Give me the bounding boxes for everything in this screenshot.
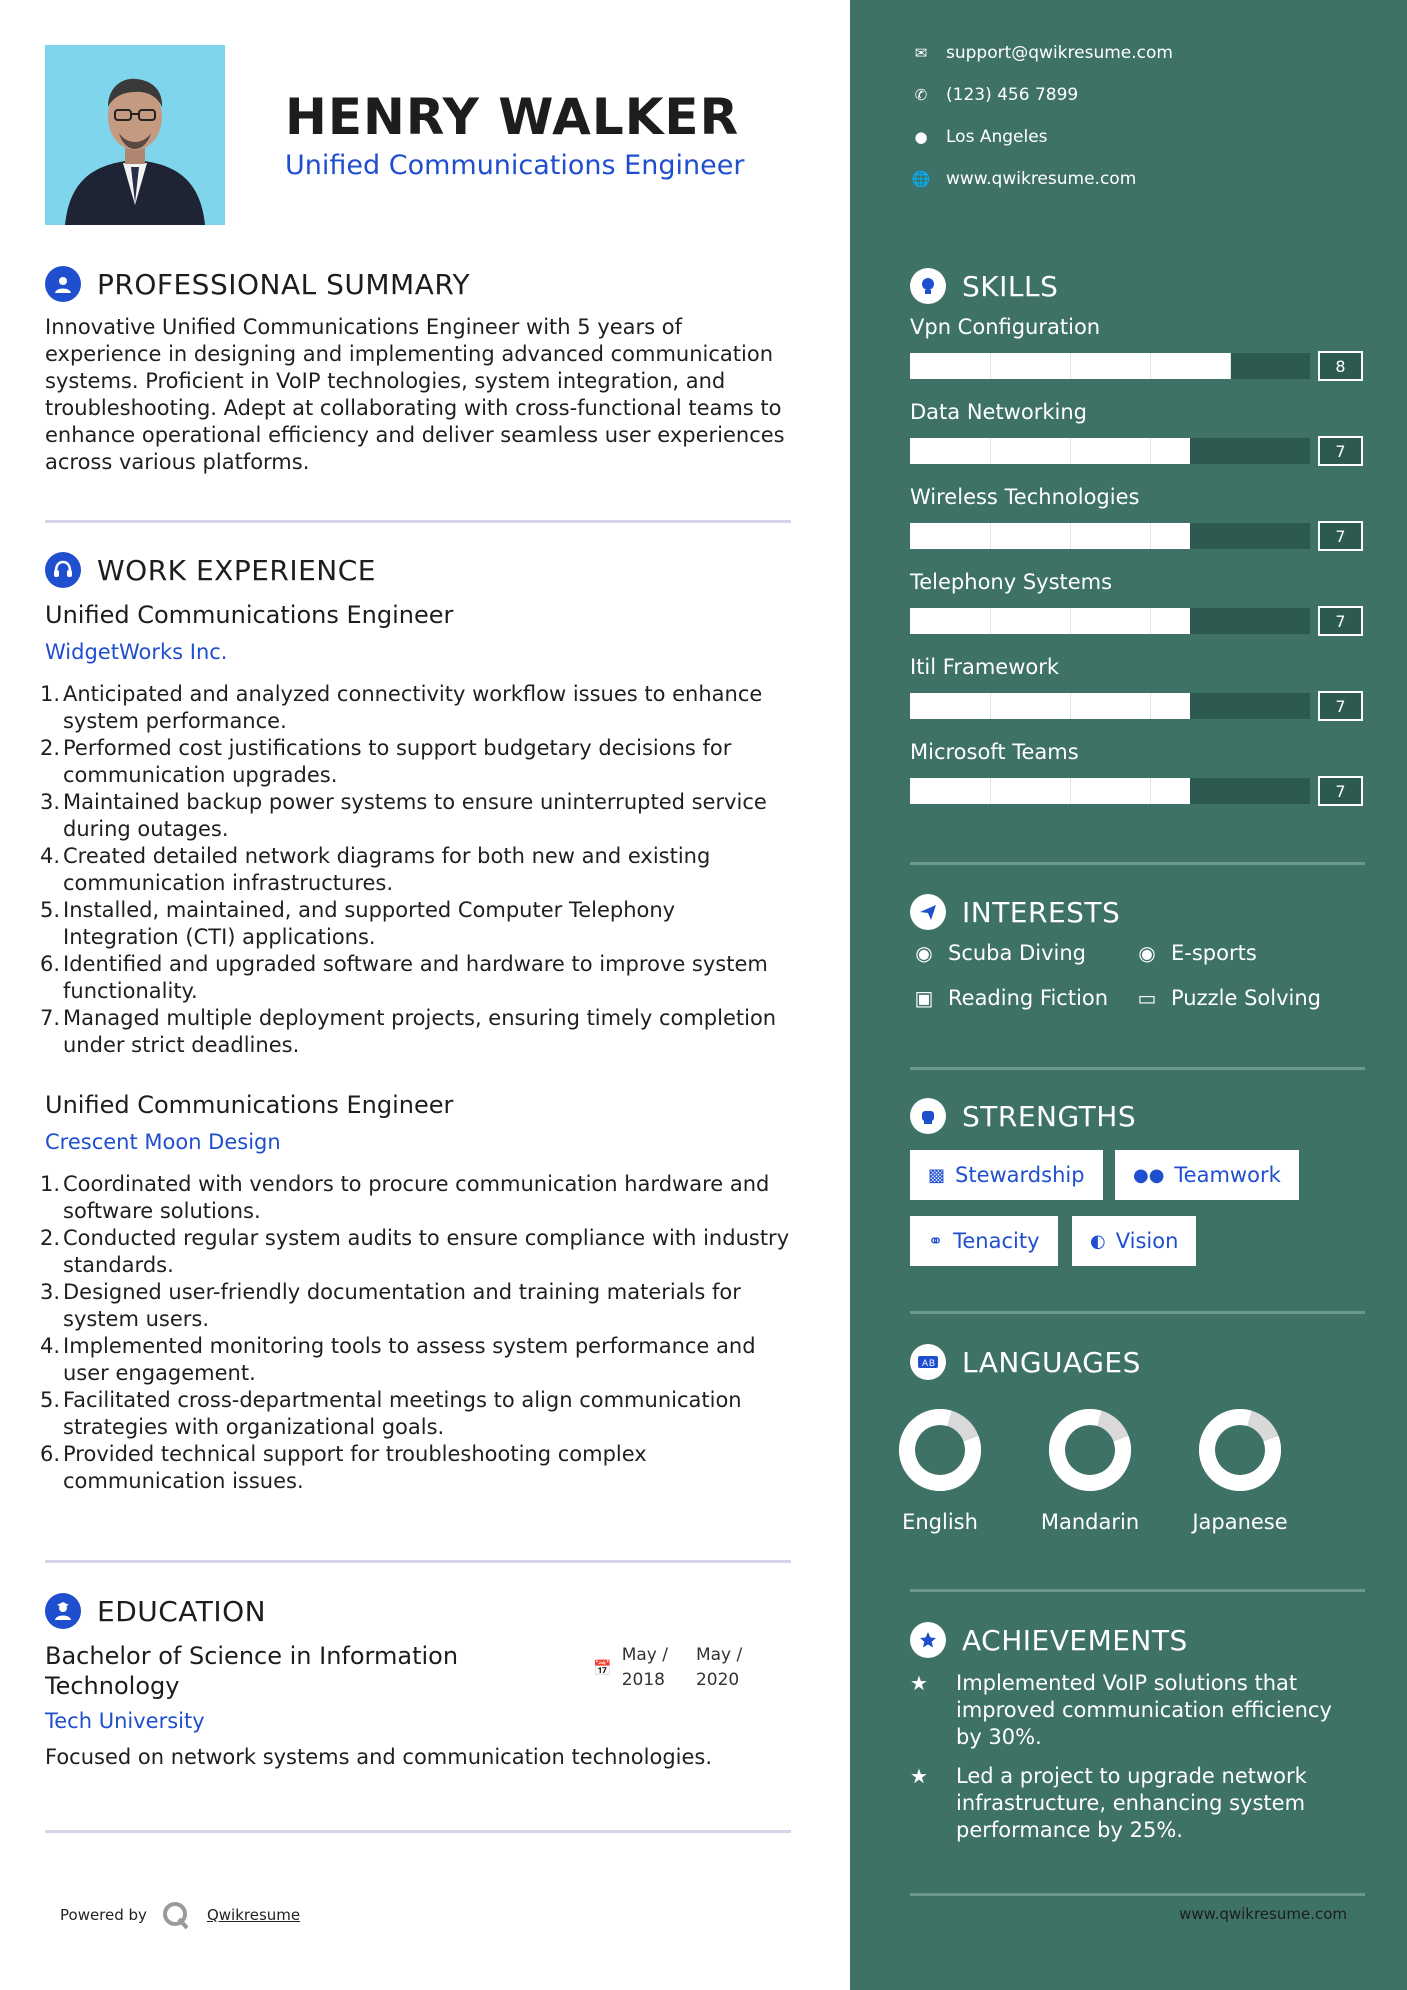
star-burst-icon: ★ bbox=[910, 1764, 928, 1788]
job-company: WidgetWorks Inc. bbox=[45, 640, 228, 664]
phone-text: (123) 456 7899 bbox=[946, 85, 1079, 105]
interest-item bbox=[910, 941, 1086, 965]
skills-heading bbox=[910, 268, 1058, 304]
strength-label: Tenacity bbox=[953, 1229, 1040, 1253]
skill-name: Itil Framework bbox=[910, 655, 1060, 679]
language-donut-fill bbox=[898, 1408, 982, 1492]
strength-badge bbox=[910, 1216, 1058, 1266]
summary-line: enhance operational efficiency and deliver seamless user experiences bbox=[45, 423, 785, 447]
list-item: 5. Facilitated cross-departmental meetings to align communication strategies with organizational goals. bbox=[40, 1388, 742, 1439]
skill-level-badge: 8 bbox=[1318, 351, 1363, 381]
skill-bar-fill bbox=[910, 353, 1230, 379]
degree-line: Technology bbox=[45, 1672, 180, 1700]
section-divider bbox=[45, 1830, 791, 1833]
skill-bar-fill bbox=[910, 693, 1190, 719]
list-item: 5. Installed, maintained, and supported Computer Telephony Integration (CTI) applications. bbox=[40, 898, 676, 949]
summary-line: Innovative Unified Communications Engineer with 5 years of bbox=[45, 315, 683, 339]
interest-label: Scuba Diving bbox=[948, 941, 1086, 965]
language-name: Japanese bbox=[1192, 1510, 1288, 1534]
user-icon bbox=[45, 266, 81, 302]
list-item: 2. Conducted regular system audits to ensure compliance with industry standards. bbox=[40, 1226, 790, 1277]
fist-icon bbox=[910, 1098, 946, 1134]
contact-location bbox=[910, 127, 1048, 147]
contact-website bbox=[910, 169, 1136, 189]
languages-heading bbox=[910, 1344, 1141, 1380]
job-title: Unified Communications Engineer bbox=[45, 1091, 454, 1119]
location-text: Los Angeles bbox=[946, 127, 1048, 147]
interests-title: INTERESTS bbox=[962, 895, 1121, 929]
skill-bar-fill bbox=[910, 608, 1190, 634]
link-icon: ⚭ bbox=[928, 1230, 944, 1252]
language-donut-fill bbox=[1048, 1408, 1132, 1492]
job-company: Crescent Moon Design bbox=[45, 1130, 281, 1154]
skill-bar bbox=[910, 608, 1310, 634]
school: Tech University bbox=[45, 1709, 205, 1733]
section-divider bbox=[45, 520, 791, 523]
list-item: 7. Managed multiple deployment projects, ensuring timely completion under strict deadlines. bbox=[40, 1006, 777, 1057]
strength-badge bbox=[910, 1150, 1103, 1200]
skill-name: Telephony Systems bbox=[910, 570, 1113, 594]
interest-item bbox=[1133, 941, 1257, 965]
powered-by-label: Powered by bbox=[60, 1906, 147, 1924]
work-title: WORK EXPERIENCE bbox=[97, 553, 376, 587]
skill-level-badge: 7 bbox=[1318, 776, 1363, 806]
skill-bar-fill bbox=[910, 523, 1190, 549]
strength-badge bbox=[1115, 1150, 1299, 1200]
list-item: 6. Provided technical support for troubleshooting complex communication issues. bbox=[40, 1442, 647, 1493]
email-text[interactable]: support@qwikresume.com bbox=[946, 43, 1173, 63]
website-text[interactable]: www.qwikresume.com bbox=[946, 169, 1137, 189]
achievements-heading bbox=[910, 1622, 1188, 1658]
language-donut bbox=[1198, 1408, 1282, 1492]
achievement-item: ★ Led a project to upgrade network infrastructure, enhancing system performance by 25%. bbox=[910, 1764, 1307, 1842]
qwikresume-link[interactable]: Qwikresume bbox=[206, 1906, 301, 1924]
star-burst-icon: ★ bbox=[910, 1671, 928, 1695]
degree bbox=[45, 1641, 458, 1701]
skill-bar-fill bbox=[910, 438, 1190, 464]
lightbulb-icon bbox=[910, 268, 946, 304]
skill-name: Wireless Technologies bbox=[910, 485, 1140, 509]
section-divider bbox=[45, 1560, 791, 1563]
sidebar bbox=[850, 0, 1407, 1990]
life-ring-icon: ◉ bbox=[1138, 941, 1156, 965]
education-description: Focused on network systems and communication technologies. bbox=[45, 1745, 713, 1769]
gamepad-icon: ▣ bbox=[914, 986, 934, 1010]
achievement-item: ★ Implemented VoIP solutions that improved communication efficiency by 30%. bbox=[910, 1671, 1332, 1749]
strength-label: Stewardship bbox=[955, 1163, 1085, 1187]
job-bullets bbox=[40, 1171, 800, 1495]
skill-bar bbox=[910, 523, 1310, 549]
degree-line: Bachelor of Science in Information bbox=[45, 1642, 459, 1670]
language-name: English bbox=[902, 1510, 978, 1534]
summary-heading bbox=[45, 266, 470, 302]
interest-label: E-sports bbox=[1171, 941, 1257, 965]
job-bullets bbox=[40, 681, 800, 1059]
contact-phone bbox=[910, 85, 1078, 105]
life-ring-icon: ◉ bbox=[915, 941, 933, 965]
svg-text:A: A bbox=[922, 1358, 929, 1368]
language-donut bbox=[1048, 1408, 1132, 1492]
list-item: 3. Maintained backup power systems to ensure uninterrupted service during outages. bbox=[40, 790, 767, 841]
graduation-icon bbox=[45, 1593, 81, 1629]
skill-level-badge: 7 bbox=[1318, 436, 1363, 466]
headset-icon bbox=[45, 552, 81, 588]
list-item: 4. Created detailed network diagrams for both new and existing communication infrastructures. bbox=[40, 844, 711, 895]
education-title: EDUCATION bbox=[97, 1594, 267, 1628]
section-divider bbox=[910, 1893, 1365, 1896]
language-item bbox=[1030, 1408, 1150, 1534]
skill-bar bbox=[910, 438, 1310, 464]
list-item: 1. Anticipated and analyzed connectivity workflow issues to enhance system performance. bbox=[40, 682, 763, 733]
work-heading bbox=[45, 552, 376, 588]
list-item: 1. Coordinated with vendors to procure communication hardware and software solutions. bbox=[40, 1172, 770, 1223]
skill-name: Data Networking bbox=[910, 400, 1087, 424]
summary-title: PROFESSIONAL SUMMARY bbox=[97, 267, 471, 301]
skill-bar bbox=[910, 693, 1310, 719]
summary-line: systems. Proficient in VoIP technologies, system integration, and bbox=[45, 369, 726, 393]
edu-start: May / 2018 bbox=[621, 1645, 668, 1690]
skill-bar-fill bbox=[910, 778, 1190, 804]
language-donut-fill bbox=[1198, 1408, 1282, 1492]
powered-by bbox=[60, 1900, 300, 1930]
strength-badge bbox=[1072, 1216, 1196, 1266]
skill-bar bbox=[910, 353, 1310, 379]
list-item: 3. Designed user-friendly documentation and training materials for system users. bbox=[40, 1280, 741, 1331]
languages-title: LANGUAGES bbox=[962, 1345, 1141, 1379]
skill-level-badge: 7 bbox=[1318, 691, 1363, 721]
strength-label: Teamwork bbox=[1174, 1163, 1281, 1187]
calendar-icon: 📅 bbox=[593, 1659, 612, 1677]
section-divider bbox=[910, 862, 1365, 865]
list-item: 4. Implemented monitoring tools to assess system performance and user engagement. bbox=[40, 1334, 756, 1385]
interest-item bbox=[910, 986, 1108, 1010]
svg-text:B: B bbox=[929, 1358, 936, 1368]
interest-label: Puzzle Solving bbox=[1171, 986, 1321, 1010]
map-marker-icon: ● bbox=[914, 128, 928, 146]
edu-end: May / 2020 bbox=[695, 1645, 743, 1690]
qwikresume-logo-icon bbox=[161, 1900, 191, 1930]
phone-icon: ✆ bbox=[914, 86, 928, 104]
skill-name: Microsoft Teams bbox=[910, 740, 1079, 764]
language-item bbox=[1180, 1408, 1300, 1534]
language-name: Mandarin bbox=[1040, 1510, 1140, 1534]
footer-url[interactable]: www.qwikresume.com bbox=[1179, 1905, 1347, 1923]
summary-line: troubleshooting. Adept at collaborating with cross-functional teams to bbox=[45, 396, 782, 420]
skill-bar bbox=[910, 778, 1310, 804]
strengths-title: STRENGTHS bbox=[962, 1099, 1137, 1133]
list-item: 6. Identified and upgraded software and hardware to improve system functionality. bbox=[40, 952, 768, 1003]
briefcase-icon: ▩ bbox=[928, 1164, 946, 1186]
translate-icon bbox=[910, 1344, 946, 1380]
interest-item bbox=[1133, 986, 1321, 1010]
skill-level-badge: 7 bbox=[1318, 521, 1363, 551]
interest-label: Reading Fiction bbox=[948, 986, 1109, 1010]
skill-name: Vpn Configuration bbox=[910, 315, 1101, 339]
summary-text bbox=[45, 314, 795, 476]
profile-photo bbox=[45, 45, 225, 225]
contact-email bbox=[910, 43, 1173, 63]
candidate-title: Unified Communications Engineer bbox=[285, 150, 745, 181]
section-divider bbox=[910, 1311, 1365, 1314]
skills-title: SKILLS bbox=[962, 269, 1059, 303]
book-icon: ▭ bbox=[1137, 986, 1157, 1010]
strength-label: Vision bbox=[1115, 1229, 1179, 1253]
binoculars-icon: ◐ bbox=[1090, 1230, 1106, 1252]
education-heading bbox=[45, 1593, 266, 1629]
summary-line: across various platforms. bbox=[45, 450, 310, 474]
summary-line: experience in designing and implementing advanced communication bbox=[45, 342, 774, 366]
envelope-icon: ✉ bbox=[914, 44, 928, 62]
section-divider bbox=[910, 1589, 1365, 1592]
paper-plane-icon bbox=[910, 894, 946, 930]
language-donut bbox=[898, 1408, 982, 1492]
candidate-name: HENRY WALKER bbox=[285, 88, 740, 146]
achievements-title: ACHIEVEMENTS bbox=[962, 1623, 1188, 1657]
star-icon bbox=[910, 1622, 946, 1658]
section-divider bbox=[910, 1067, 1365, 1070]
language-item bbox=[880, 1408, 1000, 1534]
globe-icon: 🌐 bbox=[911, 170, 931, 188]
users-icon: ●● bbox=[1133, 1164, 1165, 1186]
interests-heading bbox=[910, 894, 1120, 930]
skill-level-badge: 7 bbox=[1318, 606, 1363, 636]
strengths-heading bbox=[910, 1098, 1136, 1134]
list-item: 2. Performed cost justifications to support budgetary decisions for communication upgrades. bbox=[40, 736, 732, 787]
education-dates bbox=[593, 1643, 742, 1693]
job-title: Unified Communications Engineer bbox=[45, 601, 454, 629]
